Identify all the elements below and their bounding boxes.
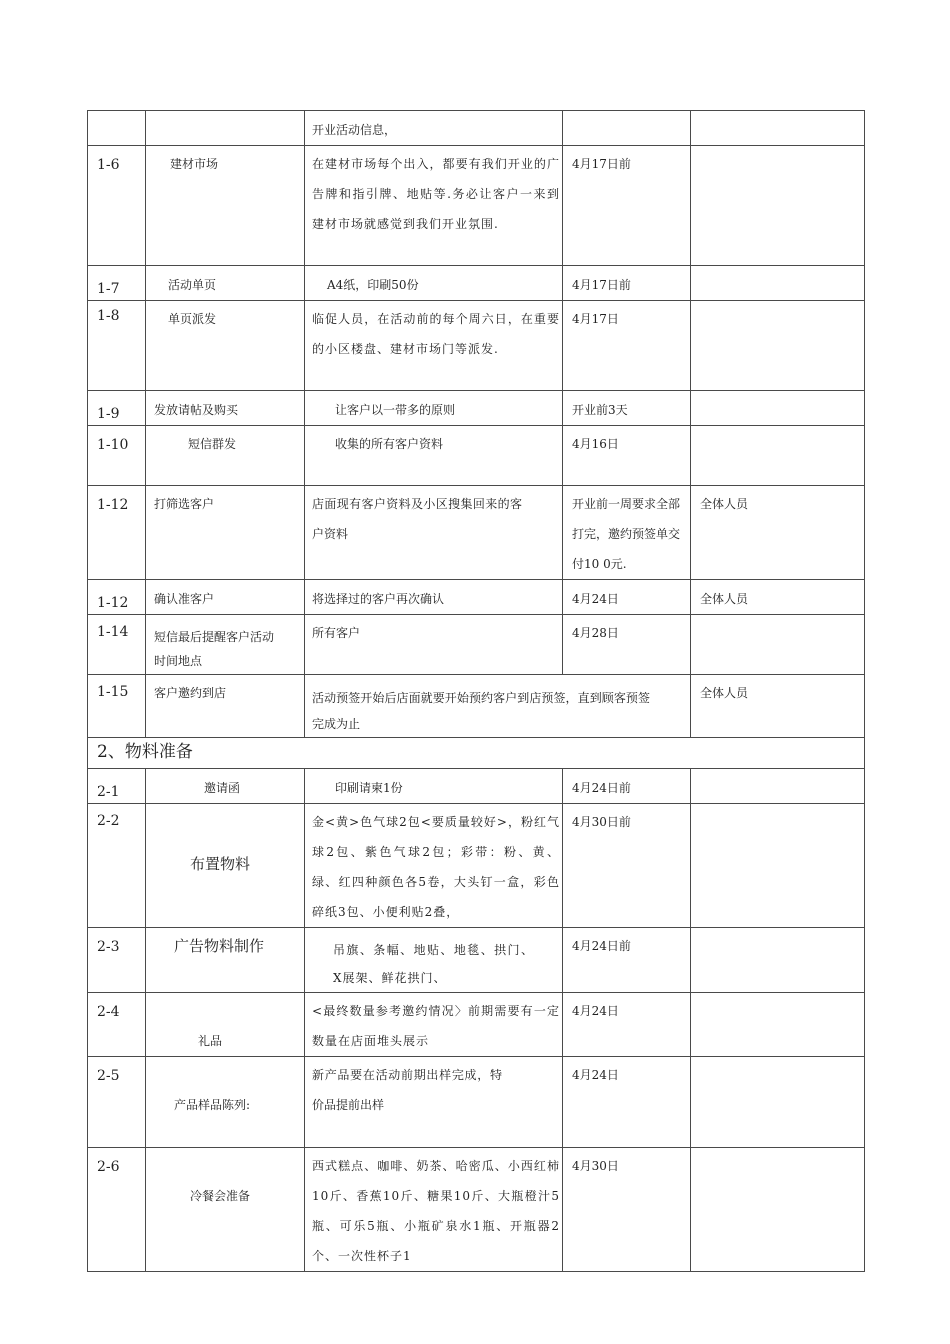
item-owner <box>691 266 865 301</box>
item-number <box>88 111 146 146</box>
item-description: 开业活动信息， <box>305 111 563 146</box>
item-deadline: 4月16日 <box>563 426 691 486</box>
item-name: 建材市场 <box>146 146 305 266</box>
item-deadline: 开业前一周要求全部打完，邀约预签单交付10 0元. <box>563 486 691 580</box>
item-deadline: 4月30日 <box>563 1148 691 1272</box>
item-name: 礼品 <box>146 993 305 1057</box>
item-owner <box>691 146 865 266</box>
table-row <box>88 266 865 301</box>
item-owner: 全体人员 <box>691 675 865 738</box>
item-deadline: 4月17日 <box>563 301 691 391</box>
item-owner <box>691 993 865 1057</box>
item-name: 产品样品陈列: <box>146 1057 305 1148</box>
section-title: 2、物料准备 <box>88 738 865 769</box>
item-number: 1-12 <box>88 486 146 580</box>
item-name: 单页派发 <box>146 301 305 391</box>
item-description: 店面现有客户资料及小区搜集回来的客户资料 <box>305 486 563 580</box>
item-number: 1-15 <box>88 675 146 738</box>
item-deadline <box>563 111 691 146</box>
table-row <box>88 426 865 486</box>
table-row <box>88 769 865 804</box>
item-deadline: 4月24日 <box>563 1057 691 1148</box>
item-name: 邀请函 <box>146 769 305 804</box>
item-description: 金<黄>色气球2包<要质量较好>，粉红气球2包、紫色气球2包；彩带：粉、黄、绿、红四种颜色各5卷，大头钉一盒，彩色碎纸3包、小便利贴2叠， <box>305 804 563 928</box>
item-owner: 全体人员 <box>691 486 865 580</box>
item-number: 2-5 <box>88 1057 146 1148</box>
table-row <box>88 615 865 675</box>
item-deadline: 4月17日前 <box>563 266 691 301</box>
table-row <box>88 486 865 580</box>
item-number: 1-6 <box>88 146 146 266</box>
item-name: 短信群发 <box>146 426 305 486</box>
item-name: 短信最后提醒客户活动时间地点 <box>146 615 305 675</box>
item-number: 2-3 <box>88 928 146 993</box>
table-row <box>88 928 865 993</box>
item-name: 打筛选客户 <box>146 486 305 580</box>
item-description: A4纸，印刷50份 <box>305 266 563 301</box>
item-description: 在建材市场每个出入，都要有我们开业的广告牌和指引牌、地贴等.务必让客户一来到建材市场就感觉到我们开业氛围. <box>305 146 563 266</box>
item-owner <box>691 426 865 486</box>
item-deadline: 4月24日前 <box>563 769 691 804</box>
table-row <box>88 804 865 928</box>
item-description: 将选择过的客户再次确认 <box>305 580 563 615</box>
item-description: 活动预签开始后店面就要开始预约客户到店预签，直到顾客预签完成为止 <box>305 675 691 738</box>
item-description: <最终数量参考邀约情况〉前期需要有一定数量在店面堆头展示 <box>305 993 563 1057</box>
item-description: 吊旗、条幅、地贴、地毯、拱门、X展架、鲜花拱门、 <box>305 928 563 993</box>
table-row <box>88 301 865 391</box>
item-number: 1-9 <box>88 391 146 426</box>
table-row <box>88 1057 865 1148</box>
item-owner <box>691 928 865 993</box>
item-number: 2-1 <box>88 769 146 804</box>
item-number: 1-8 <box>88 301 146 391</box>
item-number: 2-6 <box>88 1148 146 1272</box>
item-deadline: 4月24日前 <box>563 928 691 993</box>
plan-table <box>87 110 865 1272</box>
item-owner <box>691 1057 865 1148</box>
table-row <box>88 146 865 266</box>
item-owner <box>691 804 865 928</box>
item-deadline: 4月24日 <box>563 580 691 615</box>
item-description: 所有客户 <box>305 615 563 675</box>
item-name: 冷餐会准备 <box>146 1148 305 1272</box>
item-owner <box>691 391 865 426</box>
table-row <box>88 1148 865 1272</box>
section-row <box>88 738 865 769</box>
item-owner <box>691 111 865 146</box>
table-row <box>88 580 865 615</box>
item-owner <box>691 769 865 804</box>
item-description: 收集的所有客户资料 <box>305 426 563 486</box>
table-row <box>88 391 865 426</box>
item-description: 新产品要在活动前期出样完成，特价品提前出样 <box>305 1057 563 1148</box>
item-name <box>146 111 305 146</box>
item-number: 1-7 <box>88 266 146 301</box>
item-name: 发放请帖及购买 <box>146 391 305 426</box>
item-owner <box>691 1148 865 1272</box>
item-owner <box>691 301 865 391</box>
item-number: 1-14 <box>88 615 146 675</box>
item-deadline: 4月24日 <box>563 993 691 1057</box>
item-name: 确认准客户 <box>146 580 305 615</box>
item-number: 1-10 <box>88 426 146 486</box>
item-owner <box>691 615 865 675</box>
item-number: 1-12 <box>88 580 146 615</box>
item-description: 让客户以一带多的原则 <box>305 391 563 426</box>
table-row <box>88 111 865 146</box>
table-row <box>88 993 865 1057</box>
item-description: 西式糕点、咖啡、奶茶、哈密瓜、小西红柿10斤、香蕉10斤、糖果10斤、大瓶橙汁5瓶、可乐5瓶、小瓶矿泉水1瓶、开瓶器2个、一次性杯子1 <box>305 1148 563 1272</box>
item-name: 广告物料制作 <box>146 928 305 993</box>
item-number: 2-4 <box>88 993 146 1057</box>
item-deadline: 4月28日 <box>563 615 691 675</box>
item-deadline: 开业前3天 <box>563 391 691 426</box>
item-name: 活动单页 <box>146 266 305 301</box>
item-deadline: 4月30日前 <box>563 804 691 928</box>
item-name: 客户邀约到店 <box>146 675 305 738</box>
table-row <box>88 675 865 738</box>
item-number: 2-2 <box>88 804 146 928</box>
item-owner: 全体人员 <box>691 580 865 615</box>
item-description: 印刷请柬1份 <box>305 769 563 804</box>
item-deadline: 4月17日前 <box>563 146 691 266</box>
item-name: 布置物料 <box>146 804 305 928</box>
item-description: 临促人员，在活动前的每个周六日，在重要的小区楼盘、建材市场门等派发. <box>305 301 563 391</box>
